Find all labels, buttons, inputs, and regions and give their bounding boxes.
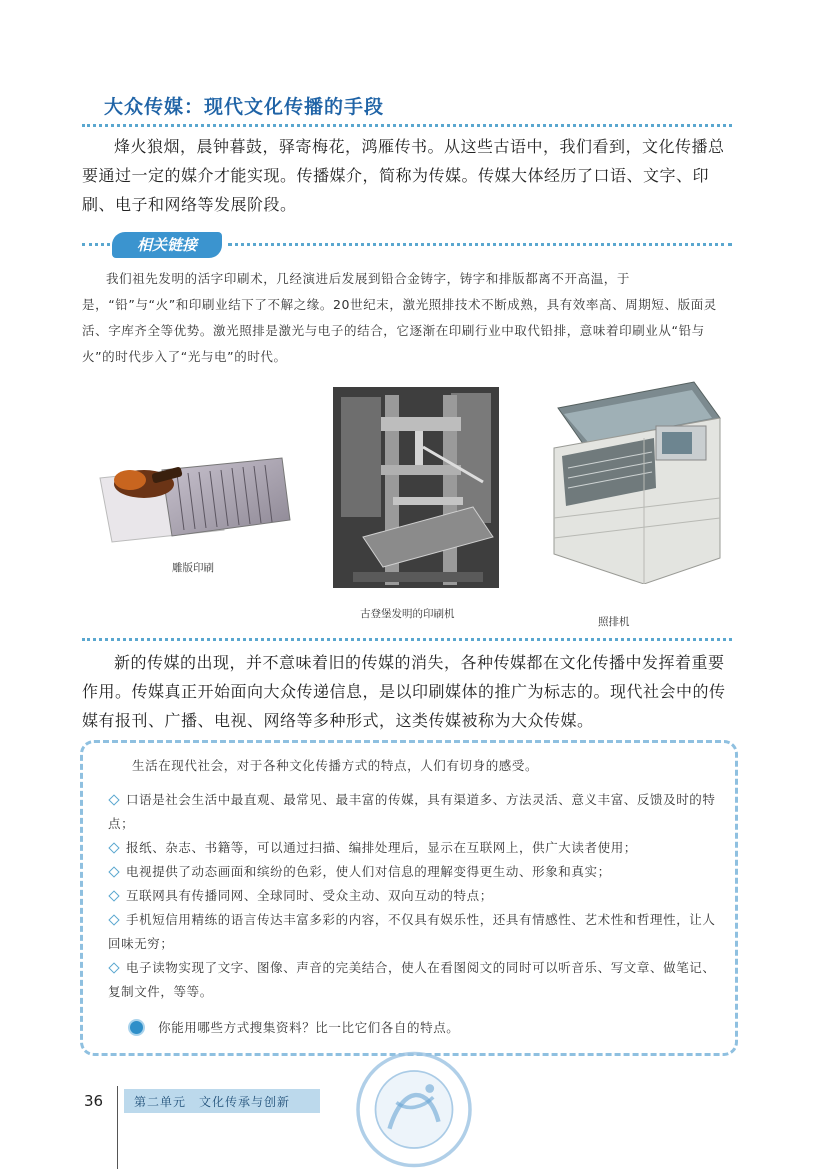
diamond-bullet-icon: [108, 794, 119, 805]
related-link-divider-left: [82, 243, 110, 246]
page-number: 36: [84, 1092, 104, 1110]
related-link-badge: 相关链接: [112, 232, 222, 258]
watermark-seal: [346, 1050, 482, 1169]
activity-intro: 生活在现代社会，对于各种文化传播方式的特点，人们有切身的感受。: [132, 758, 539, 773]
section-title: 大众传媒：现代文化传播的手段: [104, 96, 385, 118]
activity-item: 口语是社会生活中最直观、最常见、最丰富的传媒，具有渠道多、方法灵活、意义丰富、反馈及时的特点；: [108, 792, 716, 831]
activity-item: 电视提供了动态画面和缤纷的色彩，使人们对信息的理解变得更生动、形象和真实；: [108, 860, 720, 884]
caption-gutenberg: 古登堡发明的印刷机: [360, 608, 455, 620]
activity-item: 报纸、杂志、书籍等，可以通过扫描、编排处理后，显示在互联网上，供广大读者使用；: [108, 836, 720, 860]
activity-item: 手机短信用精练的语言传达丰富多彩的内容，不仅具有娱乐性，还具有情感性、艺术性和哲理性，让人回味无穷；: [108, 912, 716, 951]
woodblock-print-photo: [92, 448, 292, 548]
diamond-bullet-icon: [108, 914, 119, 925]
diamond-bullet-icon: [108, 842, 119, 853]
caption-woodblock: 雕版印刷: [172, 562, 214, 574]
footer-unit-bar: [124, 1089, 320, 1113]
activity-question-row: [128, 1016, 718, 1040]
related-link-divider-right: [228, 243, 732, 246]
activity-item: 互联网具有传播同网、全球同时、受众主动、双向互动的特点；: [108, 884, 720, 908]
images-divider: [82, 638, 732, 641]
activity-question: 你能用哪些方式搜集资料？比一比它们各自的特点。: [158, 1020, 460, 1035]
intro-paragraph: 烽火狼烟，晨钟暮鼓，驿寄梅花，鸿雁传书。从这些古语中，我们看到，文化传播总要通过一定的媒介才能实现。传播媒介，简称为传媒。传媒大体经历了口语、文字、印刷、电子和网络等发展阶段。: [82, 137, 725, 214]
title-divider: [82, 124, 732, 127]
diamond-bullet-icon: [108, 866, 119, 877]
related-link-text: 我们祖先发明的活字印刷术，几经演进后发展到铅合金铸字，铸字和排版都离不开高温，于是，“铅”与“火”和印刷业结下了不解之缘。20世纪末，激光照排技术不断成熟，具有效率高、周期短、版面灵活、字库齐全等优势。激光照排是激光与电子的结合，它逐渐在印刷行业中取代铅排，意味着印刷业从“铅与火”的时代步入了“光与电”的时代。: [82, 271, 717, 364]
question-bullet-icon: [128, 1019, 145, 1036]
body-paragraph: 新的传媒的出现，并不意味着旧的传媒的消失，各种传媒都在文化传播中发挥着重要作用。传媒真正开始面向大众传递信息，是以印刷媒体的推广为标志的。现代社会中的传媒有报刊、广播、电视、网络等多种形式，这类传媒被称为大众传媒。: [82, 653, 726, 730]
diamond-bullet-icon: [108, 962, 119, 973]
footer-unit-label: 第二单元 文化传承与创新: [134, 1095, 291, 1109]
activity-list: [108, 788, 720, 1004]
gutenberg-press-photo: [333, 387, 499, 588]
caption-phototypesetter: 照排机: [598, 616, 630, 628]
diamond-bullet-icon: [108, 890, 119, 901]
activity-item: 电子读物实现了文字、图像、声音的完美结合，使人在看图阅文的同时可以听音乐、写文章、做笔记、复制文件，等等。: [108, 960, 716, 999]
footer-rule: [117, 1086, 118, 1169]
phototypesetter-photo: [544, 378, 726, 584]
